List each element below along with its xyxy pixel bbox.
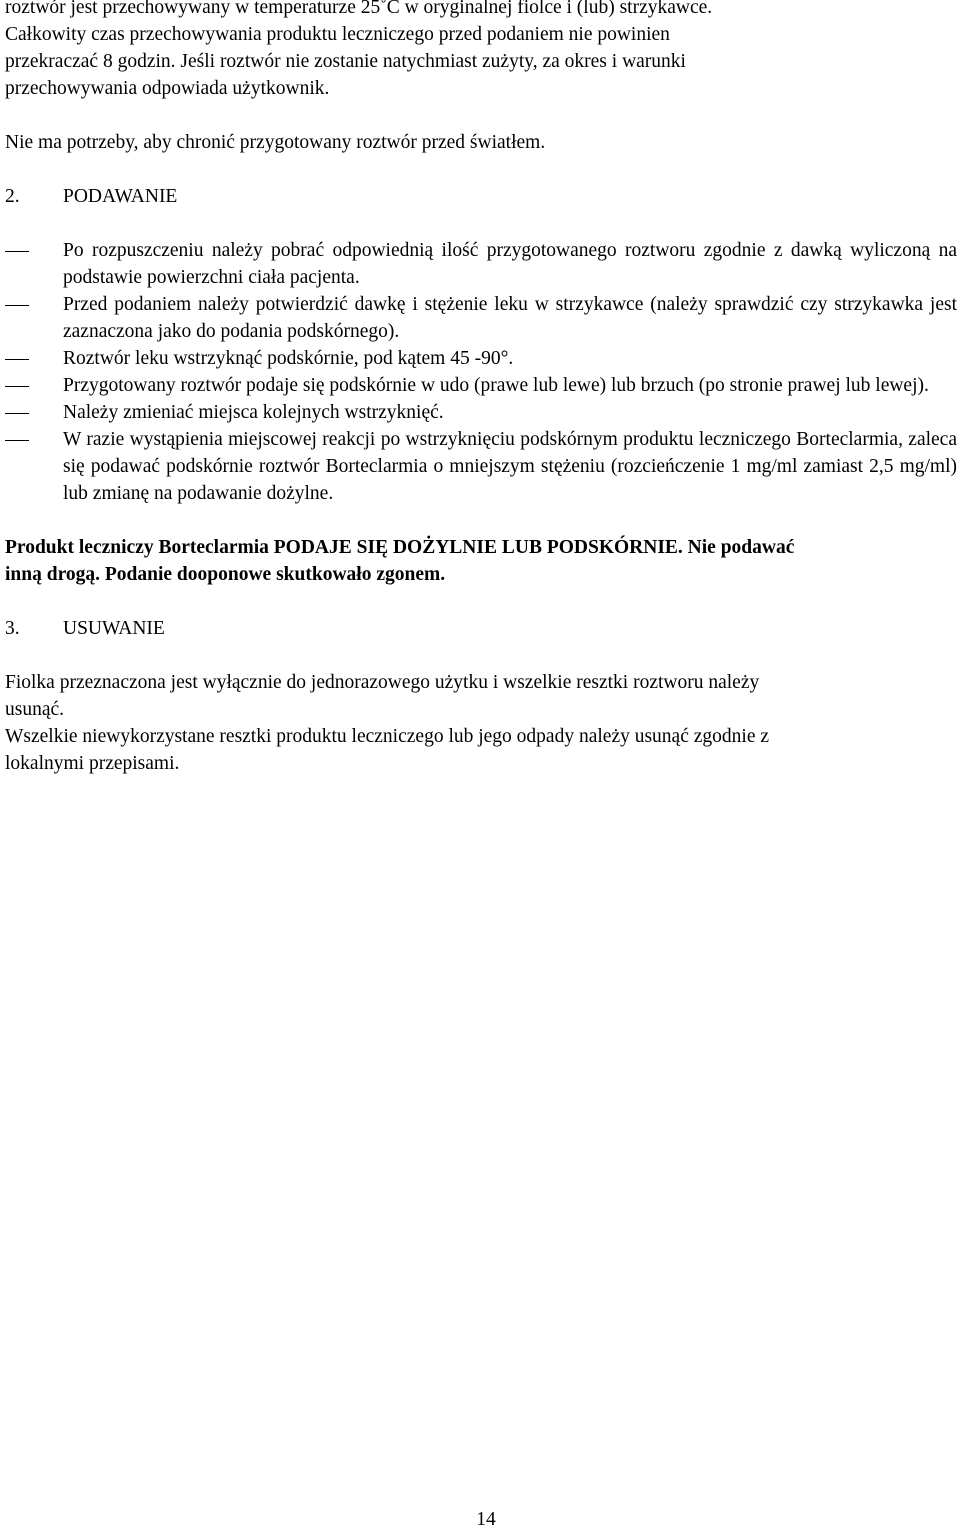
dash-bullet-icon: [5, 399, 63, 426]
text-line: przekraczać 8 godzin. Jeśli roztwór nie zostanie natychmiast zużyty, za okres i warunki: [5, 51, 686, 72]
route-warning: [5, 534, 957, 588]
administration-steps-list: [5, 237, 957, 507]
list-item: [5, 426, 957, 507]
dash-bullet-icon: [5, 345, 63, 372]
section-heading-disposal: [5, 615, 957, 642]
dash-bullet-icon: [5, 237, 63, 264]
list-item-text: Przygotowany roztwór podaje się podskórnie w udo (prawe lub lewe) lub brzuch (po stronie prawej lub lewej).: [63, 375, 929, 396]
text-line: Całkowity czas przechowywania produktu leczniczego przed podaniem nie powinien: [5, 24, 670, 45]
list-item-text: Przed podaniem należy potwierdzić dawkę i stężenie leku w strzykawce (należy sprawdzić czy strzykawka jest zaznaczona jako do podania podskórnego).: [63, 294, 957, 342]
disposal-paragraph: [5, 669, 957, 777]
section-number: 2.: [5, 186, 20, 207]
light-protection-note: Nie ma potrzeby, aby chronić przygotowany roztwór przed światłem.: [5, 132, 546, 153]
text-line: roztwór jest przechowywany w temperaturze 25˚C w oryginalnej fiolce i (lub) strzykawce.: [5, 0, 713, 18]
list-item: [5, 372, 957, 399]
list-item: [5, 345, 957, 372]
text-line: przechowywania odpowiada użytkownik.: [5, 78, 330, 99]
list-item: [5, 237, 957, 291]
dash-bullet-icon: [5, 426, 63, 453]
dash-bullet-icon: [5, 291, 63, 318]
list-item-text: W razie wystąpienia miejscowej reakcji po wstrzyknięciu podskórnym produktu leczniczego Borteclarmia, zaleca się podawać podskórnie roztwór Borteclarmia o mniejszym stężeniu (rozcieńczenie 1 mg/ml zamiast 2,5 mg/ml) lub zmianę na podawanie dożylne.: [63, 429, 957, 504]
page-number: 14: [476, 1509, 496, 1530]
list-item-text: Roztwór leku wstrzyknąć podskórnie, pod kątem 45 -90°.: [63, 348, 514, 369]
list-item: [5, 399, 957, 426]
text-line: Fiolka przeznaczona jest wyłącznie do jednorazowego użytku i wszelkie resztki roztworu należy: [5, 672, 760, 693]
section-title: PODAWANIE: [63, 186, 178, 207]
document-page: [5, 0, 957, 777]
list-item-text: Po rozpuszczeniu należy pobrać odpowiednią ilość przygotowanego roztworu zgodnie z dawką wyliczoną na podstawie powierzchni ciała pacjenta.: [63, 240, 957, 288]
list-item-text: Należy zmieniać miejsca kolejnych wstrzyknięć.: [63, 402, 444, 423]
text-line: Wszelkie niewykorzystane resztki produktu leczniczego lub jego odpady należy usunąć zgodnie z: [5, 726, 770, 747]
text-line: lokalnymi przepisami.: [5, 753, 180, 774]
warning-line: inną drogą. Podanie dooponowe skutkowało zgonem.: [5, 564, 446, 585]
text-line: usunąć.: [5, 699, 65, 720]
list-item: [5, 291, 957, 345]
section-number: 3.: [5, 618, 20, 639]
section-title: USUWANIE: [63, 618, 165, 639]
warning-line: Produkt leczniczy Borteclarmia PODAJE SIĘ DOŻYLNIE LUB PODSKÓRNIE. Nie podawać: [5, 537, 795, 558]
section-heading-administration: [5, 183, 957, 210]
dash-bullet-icon: [5, 372, 63, 399]
storage-paragraph: [5, 0, 957, 102]
